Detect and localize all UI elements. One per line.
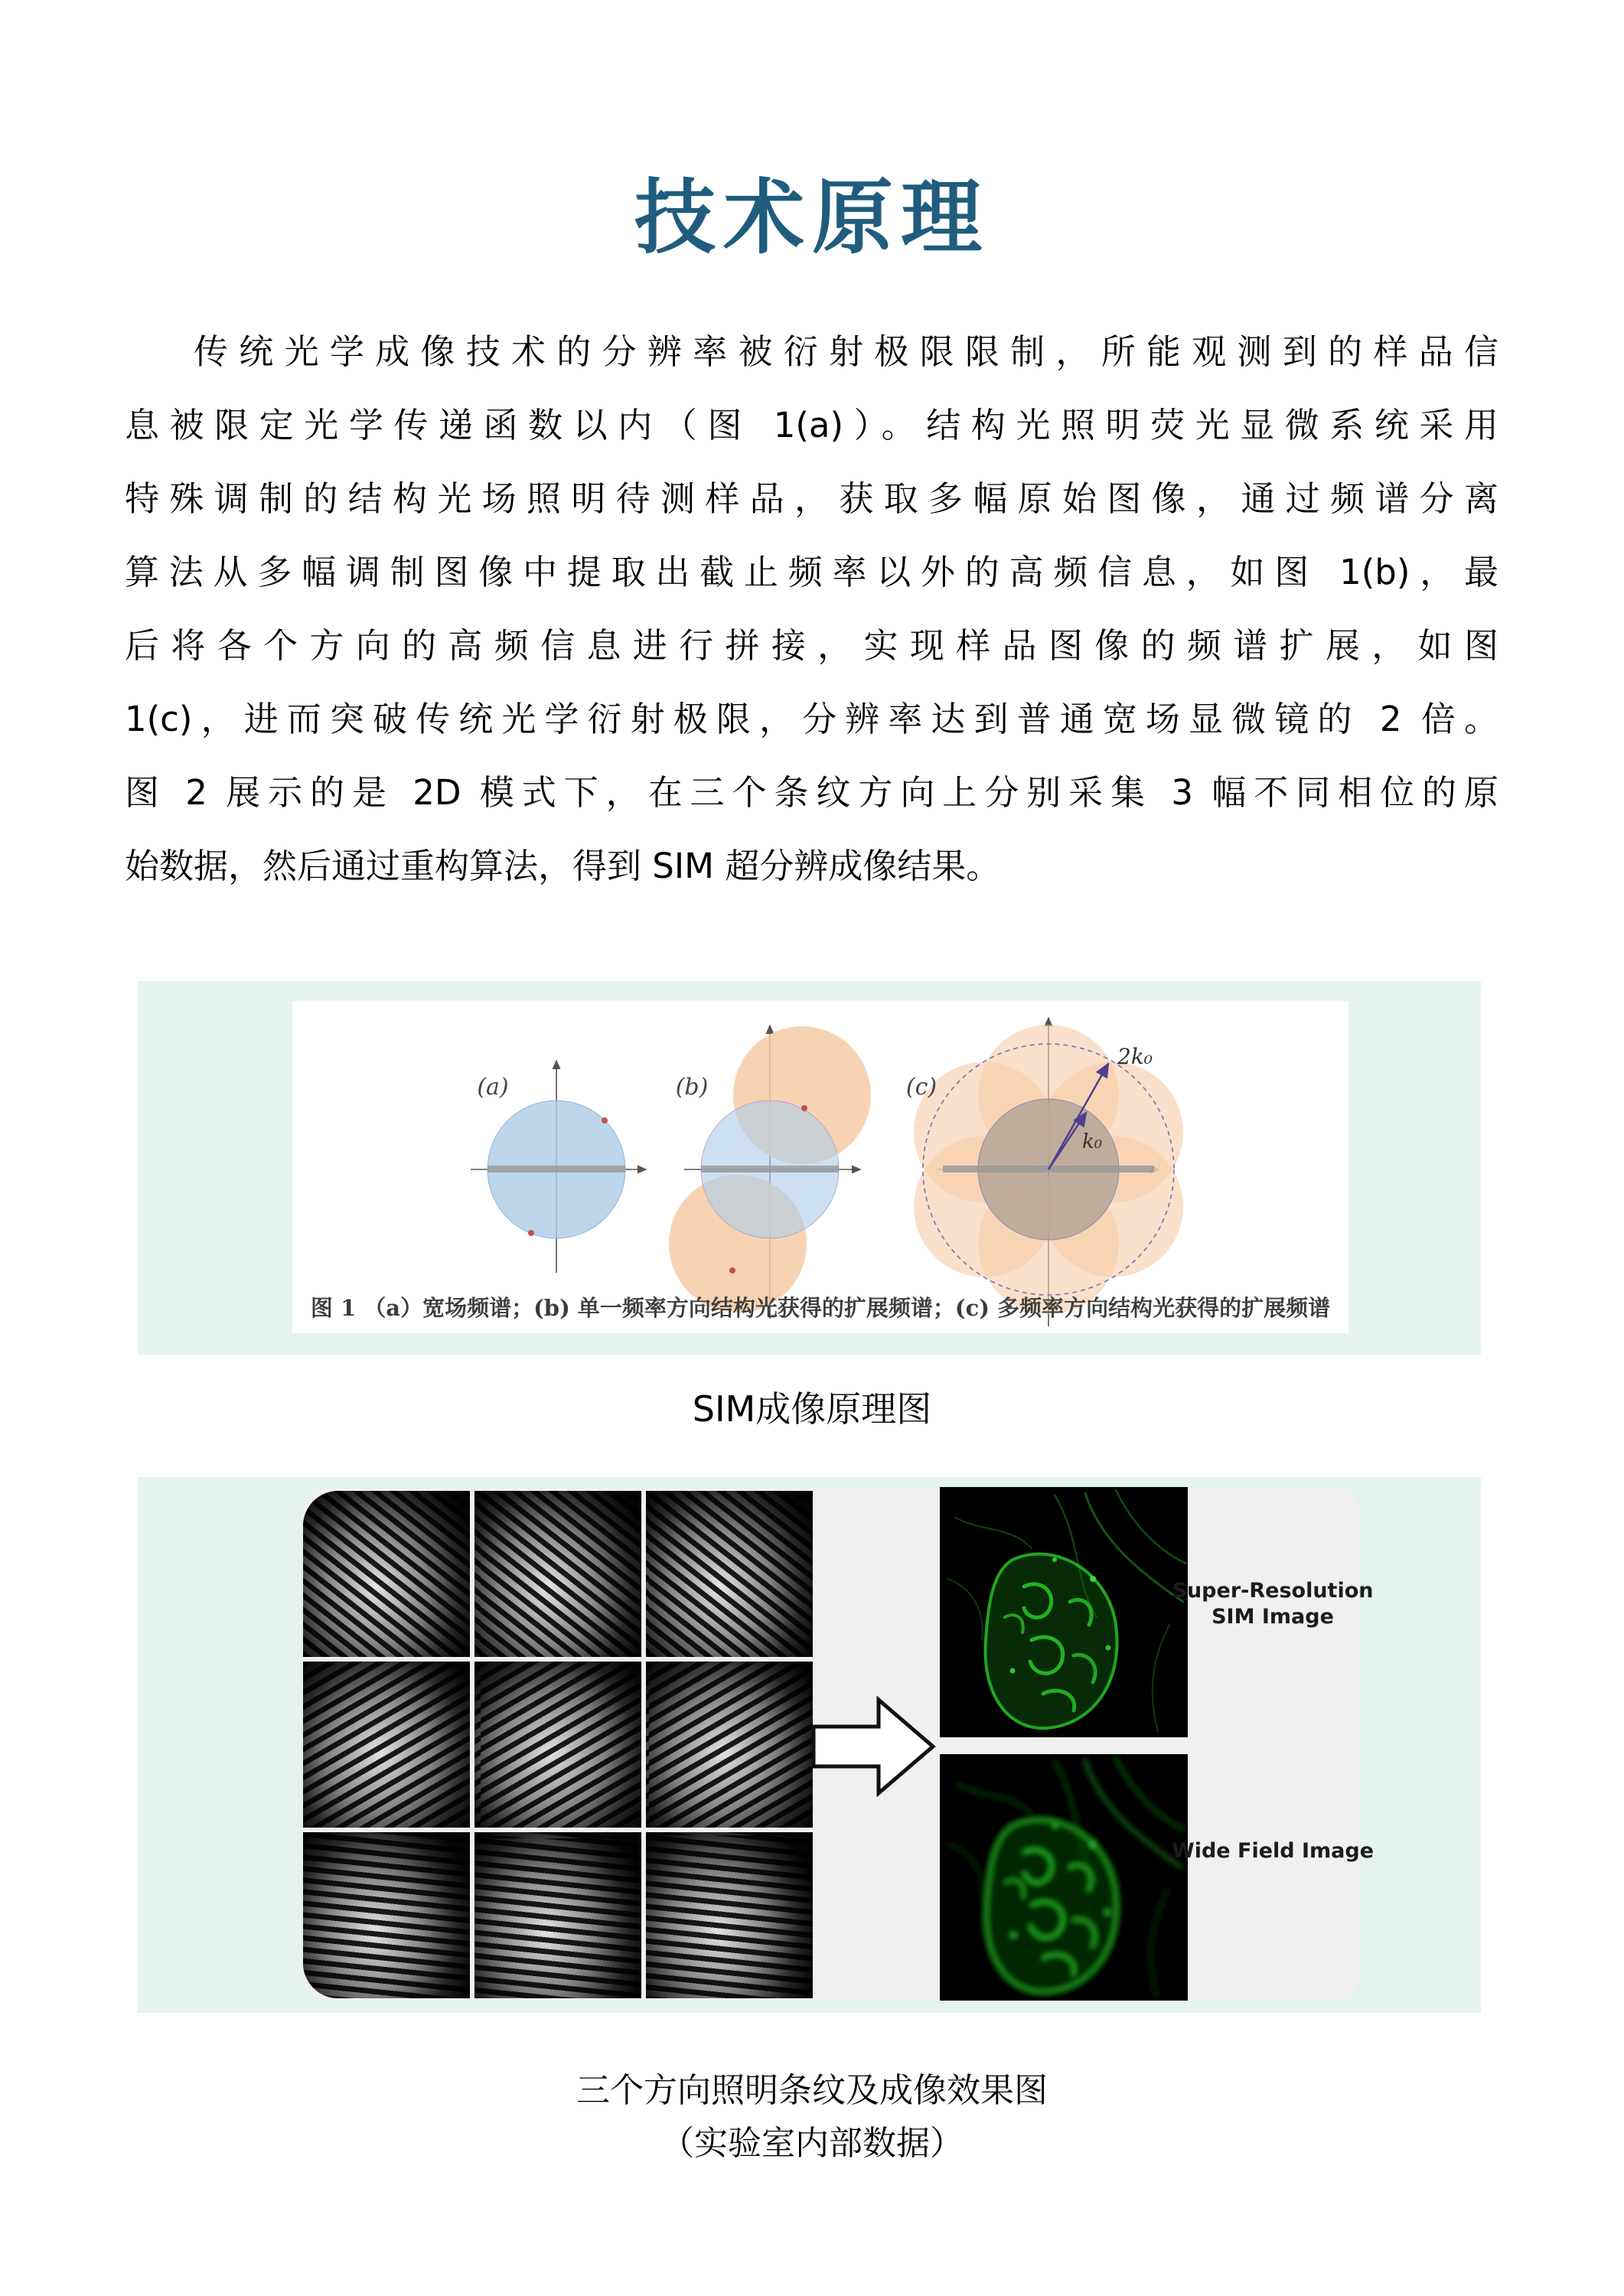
raw-image-cell <box>474 1832 641 1998</box>
wide-field-label: Wide Field Image <box>1171 1839 1375 1863</box>
figure1-panel <box>138 981 1481 1355</box>
raw-image-cell <box>474 1662 641 1828</box>
figure1-inner-panel <box>292 1001 1348 1333</box>
body-line: 传统光学成像技术的分辨率被衍射极限限制，所能观测到的样品信 <box>194 331 1498 372</box>
diagram-a-widefield <box>471 1061 646 1273</box>
raw-image-cell <box>303 1662 470 1828</box>
body-line: 算法从多幅调制图像中提取出截止频率以外的高频信息，如图 1(b)，最 <box>125 552 1498 592</box>
diagram-c-multi-direction <box>906 1018 1183 1326</box>
figure2-caption-line2: （实验室内部数据） <box>660 2124 964 2163</box>
figure2-caption-line1: 三个方向照明条纹及成像效果图 <box>576 2071 1048 2110</box>
raw-image-cell <box>303 1491 470 1657</box>
raw-image-cell <box>646 1491 813 1657</box>
figure2-panel <box>138 1477 1481 2013</box>
diagram-b-single-direction <box>669 1026 871 1319</box>
diagram-a-label: (a) <box>477 1074 509 1101</box>
raw-image-cell <box>646 1662 813 1828</box>
body-line: 图 2 展示的是 2D 模式下，在三个条纹方向上分别采集 3 幅不同相位的原 <box>125 772 1498 813</box>
sim-result-image <box>940 1487 1188 1737</box>
diagram-b-label: (b) <box>675 1074 709 1101</box>
body-line: 始数据，然后通过重构算法，得到 SIM 超分辨成像结果。 <box>125 846 1001 886</box>
raw-image-cell <box>646 1832 813 1998</box>
two-k0-annotation: 2k₀ <box>1117 1044 1153 1069</box>
wide-field-image <box>940 1754 1188 2001</box>
spectrum-diagram <box>292 1001 1348 1333</box>
raw-image-cell <box>474 1491 641 1657</box>
body-line: 后将各个方向的高频信息进行拼接，实现样品图像的频谱扩展，如图 <box>125 625 1498 666</box>
sim-image-label: Super-Resolution SIM Image <box>1172 1579 1374 1629</box>
raw-image-cell <box>303 1832 470 1998</box>
figure1-title: SIM成像原理图 <box>692 1388 932 1430</box>
body-line: 息被限定光学传递函数以内（图 1(a)）。结构光照明荧光显微系统采用 <box>125 405 1498 445</box>
raw-image-grid <box>303 1491 813 1998</box>
figure1-caption: 图 1 （a）宽场频谱；(b) 单一频率方向结构光获得的扩展频谱；(c) 多频率方向结构光获得的扩展频谱 <box>310 1295 1331 1321</box>
diagram-c-label: (c) <box>905 1074 938 1101</box>
k0-annotation: k₀ <box>1082 1130 1103 1153</box>
body-line: 1(c)，进而突破传统光学衍射极限，分辨率达到普通宽场显微镜的 2 倍。 <box>125 699 1498 739</box>
reconstruction-arrow-icon <box>811 1696 937 1797</box>
body-line: 特殊调制的结构光场照明待测样品，获取多幅原始图像，通过频谱分离 <box>125 478 1498 519</box>
page-title: 技术原理 <box>634 171 990 265</box>
body-paragraph <box>125 315 1498 903</box>
